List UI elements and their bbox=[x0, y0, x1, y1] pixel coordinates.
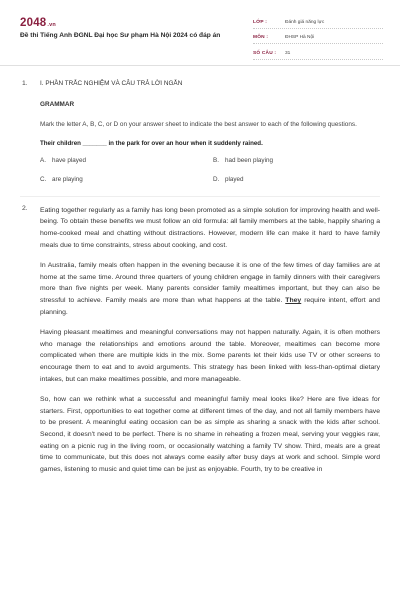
passage-paragraph-4: So, how can we rethink what a successful and meaningful family meal looks like? Here are five ideas for starters. First, opportunities to eat together come at different times of the day, and not all family members have to be present. A meaningful eating occasion can be as simple as sharing a snack with the kids after school. Second, it doesn't need to be perfect. There is no shame in reheating a frozen meal, serving your veggies raw, eating on a picnic rug in the living room, or occasionally watching a family TV show. Third, meals are a great time to communicate, but this does not always come easily after busy days at work and school. Simple word games, listening to music and quiet time can be just as enjoyable. Fourth, try to be creative in bbox=[40, 395, 380, 474]
option-b[interactable] bbox=[213, 157, 383, 164]
answer-options bbox=[40, 157, 380, 183]
question-1 bbox=[0, 66, 400, 183]
question-2 bbox=[0, 197, 400, 476]
passage-paragraph-1: Eating together regularly as a family has long been promoted as a simple solution for improving health and well-being. To obtain these benefits we must follow an old formula: all family members at the table, happily sharing a home-cooked meal and chatting without distractions. However, modern life can make it hard to have family meals due to time constraints, stress about cooking, and cost. bbox=[40, 206, 380, 249]
instruction-text: Mark the letter A, B, C, or D on your answer sheet to indicate the best answer to each of the following questions. bbox=[40, 121, 357, 128]
brand-name: 2048 bbox=[20, 17, 47, 29]
site-logo[interactable] bbox=[20, 17, 56, 29]
question-number: 2. bbox=[22, 204, 28, 212]
option-d[interactable] bbox=[213, 176, 383, 183]
section-title: I. PHẦN TRẮC NGHIỆM VÀ CÂU TRẢ LỜI NGẮN bbox=[40, 80, 183, 87]
meta-value: 31 bbox=[285, 50, 291, 56]
option-text: had been playing bbox=[225, 156, 273, 164]
option-a[interactable] bbox=[40, 157, 213, 164]
option-text: played bbox=[225, 175, 244, 183]
meta-label: MÔN : bbox=[253, 35, 269, 41]
meta-row-class bbox=[253, 17, 383, 29]
page-header bbox=[0, 0, 400, 64]
option-key: A. bbox=[40, 156, 46, 164]
option-key: D. bbox=[213, 175, 220, 183]
option-text: have played bbox=[52, 156, 86, 164]
question-stem: Their children _______ in the park for over an hour when it suddenly rained. bbox=[40, 139, 263, 147]
meta-row-subject bbox=[253, 33, 383, 45]
exam-meta bbox=[253, 17, 383, 64]
highlighted-word: They bbox=[285, 296, 302, 304]
option-key: C. bbox=[40, 175, 47, 183]
passage-paragraph-2 bbox=[40, 260, 380, 319]
passage-text: In Australia, family meals often happen in the evening because it is one of the few times of day families are at home at the same time. Around three quarters of young children engage in family dinners with their caregivers more than five nights per week. Many parents consider family mealtimes important, but they can also be stressful to achieve. Family meals are more than what happens at the table. bbox=[40, 261, 380, 304]
meta-value: ĐHSP Hà Nội bbox=[285, 35, 315, 41]
document-title: Đề thi Tiếng Anh ĐGNL Đại học Sư phạm Hà Nội 2024 có đáp án bbox=[20, 32, 221, 39]
meta-row-count bbox=[253, 48, 383, 60]
option-key: B. bbox=[213, 156, 219, 164]
question-list bbox=[0, 66, 400, 484]
grammar-label: GRAMMAR bbox=[40, 101, 75, 108]
question-number: 1. bbox=[22, 80, 28, 87]
meta-label: LỚP : bbox=[253, 19, 268, 25]
passage-text: require intent, effort and planning. bbox=[40, 296, 380, 316]
option-text: are playing bbox=[52, 175, 83, 183]
brand-suffix: .vn bbox=[47, 22, 56, 28]
meta-label: SỐ CÂU : bbox=[253, 50, 277, 56]
option-c[interactable] bbox=[40, 176, 213, 183]
passage-paragraph-3: Having pleasant mealtimes and meaningful conversations may not happen naturally. Again, it is often mothers who manage the relationships and emotions around the table. Moreover, mealtimes can become more complicated when there are multiple kids in the mix. Some parents let their kids use TV or other screens to encourage them to eat and to avoid arguments. This strategy has been linked with less-than-optimal dietary intakes, but can make mealtimes possible, and more manageable. bbox=[40, 328, 380, 383]
meta-value: Đánh giá năng lực bbox=[285, 19, 325, 25]
